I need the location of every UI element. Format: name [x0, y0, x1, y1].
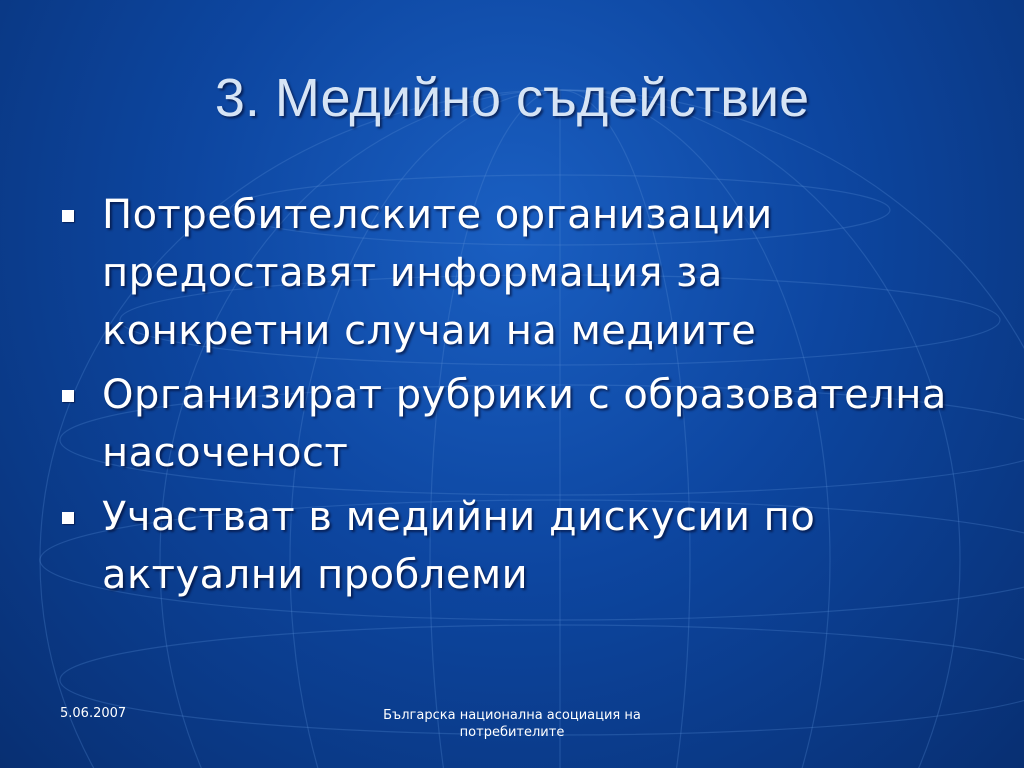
square-bullet-icon — [62, 210, 74, 222]
footer-organization: Българска национална асоциация на потребителите — [383, 708, 641, 740]
bullet-list — [62, 186, 962, 610]
bullet-item — [62, 366, 962, 482]
square-bullet-icon — [62, 512, 74, 524]
bullet-text: Потребителските организации предоставят информация за конкретни случаи на медиите — [102, 192, 773, 354]
footer-date: 5.06.2007 — [60, 706, 127, 721]
slide-title: 3. Медийно съдействие — [214, 68, 810, 128]
bullet-item — [62, 186, 962, 360]
bullet-text: Участват в медийни дискусии по актуални проблеми — [102, 494, 816, 598]
square-bullet-icon — [62, 390, 74, 402]
bullet-item — [62, 488, 962, 604]
bullet-text: Организират рубрики с образователна насоченост — [102, 372, 947, 476]
